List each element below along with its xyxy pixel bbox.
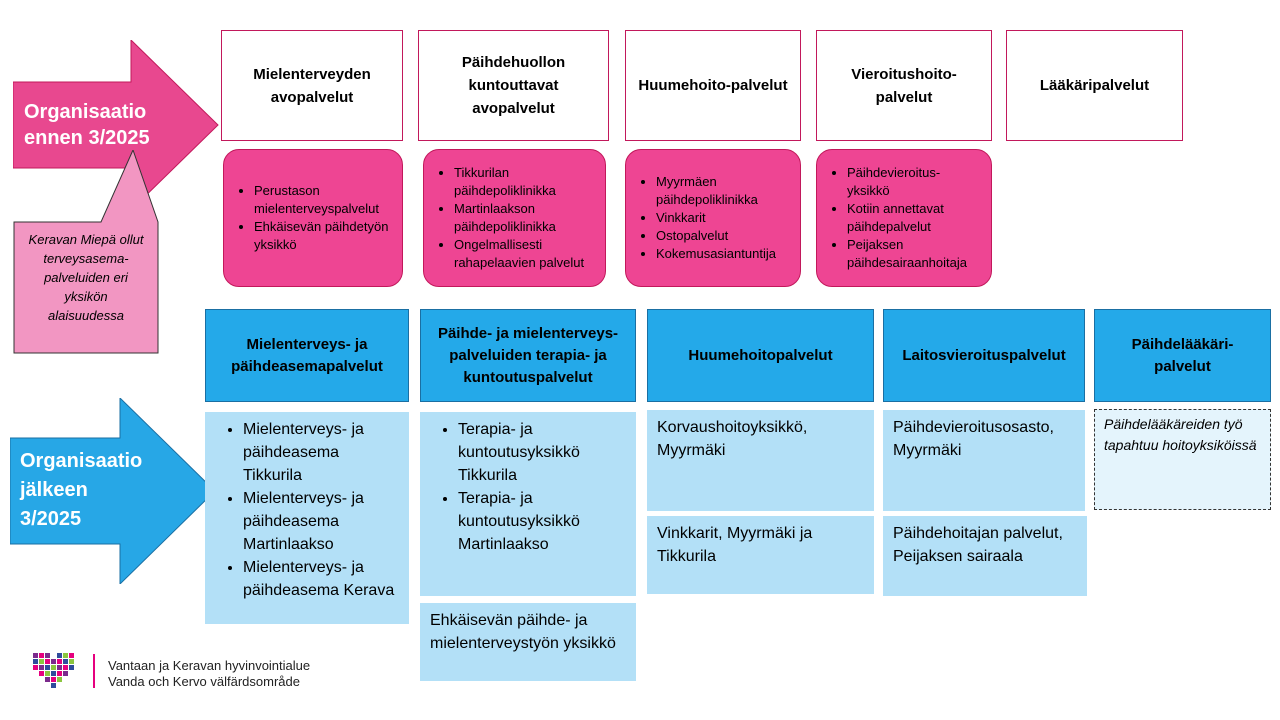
- after-header-huumehoito: Huumehoitopalvelut: [647, 309, 874, 402]
- after-col2-item: • Terapia- ja kuntoutusyksikkö Tikkurila: [458, 418, 626, 487]
- after-col1-item: • Mielenterveys- ja päihdeasema Martinlaakso: [243, 487, 399, 556]
- after-arrow-label-line3: 3/2025: [20, 508, 82, 530]
- before-header-laakaripalvelut: Lääkäripalvelut: [1006, 30, 1183, 141]
- before-detail-item: • Ehkäisevän päihdetyön yksikkö: [254, 218, 392, 254]
- before-detail-item: • Kokemusasiantuntija: [656, 245, 790, 263]
- before-arrow-label-line2: ennen 3/2025: [24, 127, 150, 149]
- after-col3-box1: Korvaushoitoyksikkö, Myyrmäki: [647, 410, 874, 511]
- after-col1-item: • Mielenterveys- ja päihdeasema Tikkurila: [243, 418, 399, 487]
- before-detail-item: • Ongelmallisesti rahapelaavien palvelut: [454, 236, 595, 272]
- before-detail-item: • Kotiin annettavat päihdepalvelut: [847, 200, 981, 236]
- callout-note: Keravan Miepä ollut terveysasema-palveluiden eri yksikön alaisuudessa: [28, 232, 144, 323]
- before-details-col4: [816, 149, 992, 287]
- before-header-vieroitushoito: Vieroitushoito-palvelut: [816, 30, 992, 141]
- after-col2-item: • Terapia- ja kuntoutusyksikkö Martinlaakso: [458, 487, 626, 556]
- after-col4-box2: Päihdehoitajan palvelut, Peijaksen sairaala: [883, 516, 1087, 596]
- before-detail-item: • Peijaksen päihdesairaanhoitaja: [847, 236, 981, 272]
- before-header-paihdehuollon: Päihdehuollon kuntouttavat avopalvelut: [418, 30, 609, 141]
- after-header-laitosvieroitus: Laitosvieroituspalvelut: [883, 309, 1085, 402]
- footer-org-name-fi: Vantaan ja Keravan hyvinvointialue: [108, 658, 311, 673]
- before-details-col2: [423, 149, 606, 287]
- after-col2-extra: Ehkäisevän päihde- ja mielenterveystyön yksikkö: [420, 603, 636, 681]
- before-arrow-label-line1: Organisaatio: [24, 101, 147, 123]
- before-detail-item: • Ostopalvelut: [656, 227, 790, 245]
- before-detail-item: • Päihdevieroitus-yksikkö: [847, 164, 981, 200]
- after-col1-item: • Mielenterveys- ja päihdeasema Kerava: [243, 556, 399, 602]
- before-detail-item: • Myyrmäen päihdepoliklinikka: [656, 173, 790, 209]
- after-header-terapia: Päihde- ja mielenterveys-palveluiden terapia- ja kuntoutuspalvelut: [420, 309, 636, 402]
- before-detail-item: • Vinkkarit: [656, 209, 790, 227]
- after-arrow-label-line2: jälkeen: [20, 479, 88, 501]
- footer-divider: [93, 654, 95, 688]
- after-col2-list: [420, 412, 636, 596]
- before-details-col1: [223, 149, 403, 287]
- after-col1-list: [205, 412, 409, 624]
- after-arrow-label-line1: Organisaatio: [20, 450, 143, 472]
- after-col3-box2: Vinkkarit, Myyrmäki ja Tikkurila: [647, 516, 874, 594]
- before-header-mielenterveyden: Mielenterveyden avopalvelut: [221, 30, 403, 141]
- before-detail-item: • Tikkurilan päihdepoliklinikka: [454, 164, 595, 200]
- before-details-col3: [625, 149, 801, 287]
- before-header-huumehoito: Huumehoito-palvelut: [625, 30, 801, 141]
- after-header-asemapalvelut: Mielenterveys- ja päihdeasemapalvelut: [205, 309, 409, 402]
- after-header-paihdelaakari: Päihdelääkäri-palvelut: [1094, 309, 1271, 402]
- footer-org-name-sv: Vanda och Kervo välfärdsområde: [108, 674, 300, 689]
- before-arrow-label: [24, 99, 184, 151]
- heart-pixel-logo-icon: [33, 653, 77, 689]
- before-detail-item: • Perustason mielenterveyspalvelut: [254, 182, 392, 218]
- after-col5-note: Päihdelääkäreiden työ tapahtuu hoitoyksiköissä: [1094, 409, 1271, 510]
- after-col4-box1: Päihdevieroitusosasto, Myyrmäki: [883, 410, 1085, 511]
- after-arrow-label: [20, 447, 160, 534]
- before-detail-item: • Martinlaakson päihdepoliklinikka: [454, 200, 595, 236]
